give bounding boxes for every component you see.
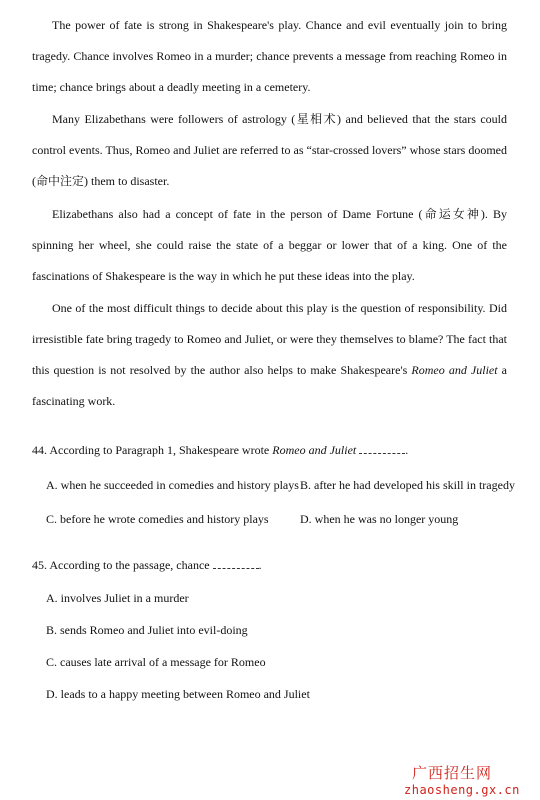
paragraph-text: One of the most difficult things to decide about this play is the question of responsibility. Did irresistible fate bring tragedy to Romeo and Juliet, or were they themselves to blame? The fact that this question is not resolved by the author also helps to make Shakespeare's — [32, 301, 507, 377]
answer-blank — [359, 443, 405, 454]
answer-blank — [213, 558, 259, 569]
paragraph-text: Many Elizabethans were followers of astrology (星相术) and believed that the stars could control events. Thus, Romeo and Juliet are referred to as “star-crossed lovers” whose stars doomed (命中注定) them to disaster. — [32, 112, 507, 188]
question-44-option-c[interactable]: C. before he wrote comedies and history plays — [46, 512, 269, 526]
question-45-option-b[interactable]: B. sends Romeo and Juliet into evil-doing — [46, 623, 248, 637]
play-title: Romeo and Juliet — [272, 443, 357, 457]
paragraph-text-end: a fascinating work. — [32, 363, 508, 408]
question-44-option-b[interactable]: B. after he had developed his skill in tragedy — [300, 478, 515, 492]
passage-paragraph-2 — [32, 104, 507, 197]
question-44-option-d[interactable]: D. when he was no longer young — [300, 512, 459, 526]
question-44-stem: 44. According to Paragraph 1, Shakespeare wrote Romeo and Juliet . — [32, 443, 409, 457]
site-url-watermark: zhaosheng.gx.cn — [404, 783, 520, 797]
site-watermark: 广西招生网 — [412, 764, 493, 782]
question-44-option-a[interactable]: A. when he succeeded in comedies and history plays — [46, 478, 299, 492]
paragraph-text: The power of fate is strong in Shakespeare's play. Chance and evil eventually join to bring tragedy. Chance involves Romeo in a murder; chance prevents a message from reaching Romeo in time; chance brings about a deadly meeting in a cemetery. — [32, 18, 507, 94]
passage-paragraph-3 — [32, 199, 507, 292]
question-45-option-d[interactable]: D. leads to a happy meeting between Romeo and Juliet — [46, 687, 310, 701]
paragraph-text: Elizabethans also had a concept of fate in the person of Dame Fortune (命运女神). By spinning her wheel, she could raise the state of a beggar or lower that of a king. One of the fascinations of Shakespeare is the way in which he put these ideas into the play. — [32, 207, 507, 283]
passage-paragraph-1 — [32, 10, 507, 103]
question-45-option-c[interactable]: C. causes late arrival of a message for Romeo — [46, 655, 266, 669]
play-title: Romeo and Juliet — [411, 363, 498, 377]
question-45-option-a[interactable]: A. involves Juliet in a murder — [46, 591, 189, 605]
question-45-stem: 45. According to the passage, chance . — [32, 558, 262, 572]
passage-paragraph-4 — [32, 293, 507, 417]
